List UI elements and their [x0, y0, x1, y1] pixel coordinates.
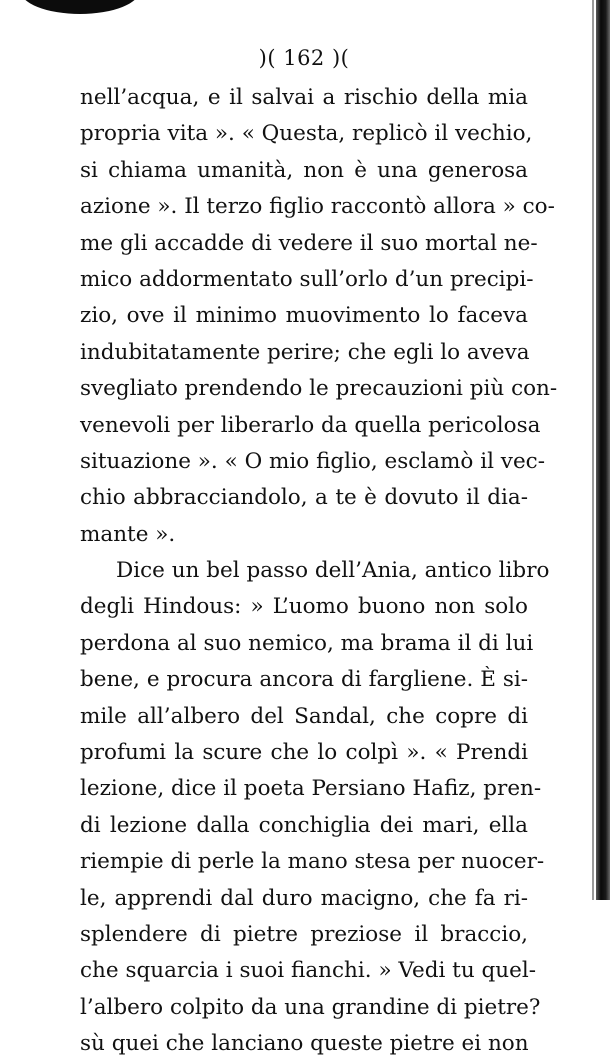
text-line: l’albero colpito da una grandine di pietre? [80, 994, 541, 1020]
book-page [80, 40, 558, 1063]
text-line: splendere di pietre preziose il braccio, [80, 921, 528, 947]
text-line: nell’acqua, e il salvai a rischio della mia [80, 85, 528, 110]
text-line: venevoli per liberarlo da quella pericolosa [80, 412, 541, 438]
text-line: svegliato prendendo le precauzioni più con- [80, 376, 558, 402]
scan-corner-blot [20, 0, 140, 14]
text-line: degli Hindous: » L’uomo buono non solo [80, 594, 528, 620]
text-line: zio, ove il minimo muovimento lo faceva [80, 303, 528, 329]
paragraph-start-line: Dice un bel passo dell’Ania, antico libro [116, 558, 550, 584]
text-line: perdona al suo nemico, ma brama il di lui [80, 630, 534, 656]
text-line: che squarcia i suoi fianchi. » Vedi tu quel- [80, 958, 536, 984]
text-line: chio abbracciandolo, a te è dovuto il dia- [80, 485, 528, 511]
text-line: le, apprendi dal duro macigno, che fa ri- [80, 885, 528, 911]
text-line: lezione, dice il poeta Persiano Hafiz, pren- [80, 776, 542, 802]
text-line: profumi la scure che lo colpì ». « Prendi [80, 740, 528, 766]
text-line: bene, e procura ancora di fargliene. È si- [80, 667, 528, 693]
text-line: mico addormentato sull’orlo d’un precipi- [80, 266, 534, 292]
text-line: riempie di perle la mano stesa per nuocer- [80, 849, 545, 875]
page-number: )( 162 )( [258, 46, 350, 70]
text-line: azione ». Il terzo figlio raccontò allora » co- [80, 194, 555, 220]
text-line: si chiama umanità, non è una generosa [80, 157, 528, 183]
text-line: me gli accadde di vedere il suo mortal ne- [80, 230, 538, 256]
book-gutter-edge [596, 0, 610, 900]
text-line: situazione ». « O mio figlio, esclamò il vec- [80, 448, 545, 474]
text-line: indubitatamente perire; che egli lo aveva [80, 339, 530, 365]
text-line: mante ». [80, 521, 176, 547]
text-line: di lezione dalla conchiglia dei mari, ella [80, 812, 528, 838]
text-block [80, 80, 558, 1063]
text-line: sù quei che lanciano queste pietre ei non [80, 1031, 529, 1057]
page-edge-line [592, 0, 594, 900]
text-line: propria vita ». « Questa, replicò il vechio, [80, 121, 533, 147]
text-line: mile all’albero del Sandal, che copre di [80, 703, 528, 729]
